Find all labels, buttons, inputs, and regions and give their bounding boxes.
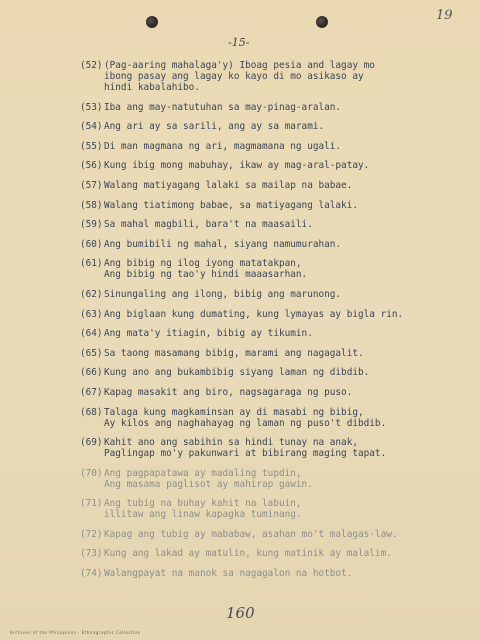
proverb-text [104,141,470,152]
proverb-text [104,468,470,490]
proverb-line: (Pag-aaring mahalaga'y) Iboag pesia and lagay mo [104,60,375,71]
proverb-entry [80,548,470,559]
proverb-number: (69) [80,437,103,449]
proverb-text [104,160,470,171]
proverb-number: (63) [80,308,103,320]
proverb-line: Walang tiatimong babae, sa matiyagang lalaki. [104,199,358,211]
proverb-entry [80,200,470,211]
proverb-number: (58) [80,199,103,211]
proverb-line: Di man magmana ng ari, magmamana ng ugali. [104,140,342,152]
proverb-entry [80,60,470,93]
proverb-line: Kahit ano ang sabihin sa hindi tunay na anak, [104,437,358,449]
proverb-line: Ang bibig ng ilog iyong matatakpan, [104,258,302,270]
proverb-number: (73) [80,548,103,560]
proverb-entry [80,239,470,250]
proverb-text [104,102,470,113]
proverb-text [104,258,470,280]
page-header: -15- [228,36,250,49]
proverb-number: (68) [80,406,103,418]
proverb-line: illitaw ang linaw kapagka tuminang. [104,509,302,521]
proverb-list [80,60,470,588]
proverb-entry [80,121,470,132]
punch-hole [146,16,158,28]
proverb-line: Ang tubig na buhay kahit na labuin, [104,498,302,510]
proverb-line: Sa taong masamang bibig, marami ang nagagalit. [104,347,364,359]
proverb-text [104,568,470,579]
proverb-line: Ang masama paglisot ay mahirap gawin. [104,478,313,490]
proverb-line: Sa mahal magbili, bara't na maasaili. [104,219,313,231]
proverb-number: (70) [80,467,103,479]
proverb-text [104,548,470,559]
proverb-text [104,60,470,93]
proverb-number: (61) [80,258,103,270]
proverb-number: (66) [80,367,103,379]
proverb-entry [80,468,470,490]
proverb-line: Walang matiyagang lalaki sa mailap na babae. [104,179,353,191]
proverb-number: (62) [80,288,103,300]
proverb-text [104,348,470,359]
proverb-text [104,200,470,211]
proverb-number: (57) [80,179,103,191]
corner-page-number: 19 [436,8,453,23]
archive-mark: Archives of the Philippines · Ethnographic Collection [10,630,141,635]
proverb-number: (59) [80,219,103,231]
proverb-text [104,180,470,191]
proverb-entry [80,367,470,378]
proverb-number: (55) [80,140,103,152]
proverb-line: Kung ano ang bukambibig siyang laman ng dibdib. [104,367,370,379]
proverb-number: (60) [80,238,103,250]
proverb-text [104,121,470,132]
proverb-text [104,437,470,459]
proverb-line: Talaga kung magkaminsan ay di masabi ng bibig, [104,406,364,418]
proverb-number: (54) [80,121,103,133]
proverb-text [104,309,470,320]
proverb-line: hindi kabalahibo. [104,82,200,93]
proverb-number: (52) [80,60,103,71]
proverb-line: Kapag ang tubig ay mababaw, asahan mo't malagas-law. [104,528,398,540]
proverb-line: Ay kilos ang naghahayag ng laman ng puso't dibdib. [104,417,387,429]
proverb-line: Sinungaling ang ilong, bibig ang marunong. [104,288,342,300]
footer-number: 160 [226,604,255,622]
proverb-text [104,367,470,378]
proverb-text [104,498,470,520]
proverb-entry [80,387,470,398]
proverb-text [104,219,470,230]
proverb-line: Paglingap mo'y pakunwari at bibirang maging tapat. [104,448,387,460]
proverb-entry [80,309,470,320]
proverb-line: Kung ibig mong mabuhay, ikaw ay mag-aral-patay. [104,160,370,172]
proverb-entry [80,498,470,520]
proverb-entry [80,437,470,459]
proverb-entry [80,219,470,230]
proverb-text [104,387,470,398]
proverb-text [104,407,470,429]
proverb-entry [80,102,470,113]
proverb-line: Ang bumibili ng mahal, siyang namumurahan. [104,238,342,250]
proverb-entry [80,407,470,429]
proverb-text [104,289,470,300]
proverb-line: Iba ang may-natutuhan sa may-pinag-aralan. [104,101,342,113]
proverb-line: Ang pagpapatawa ay madaling tupdin, [104,467,302,479]
proverb-entry [80,348,470,359]
proverb-entry [80,568,470,579]
proverb-line: Ang ari ay sa sarili, ang ay sa marami. [104,121,325,133]
proverb-number: (67) [80,386,103,398]
proverb-line: Ang bibig ng tao'y hindi maaasarhan. [104,269,308,281]
proverb-line: Kung ang lakad ay matulin, kung matinik ay malalim. [104,548,392,560]
proverb-entry [80,328,470,339]
proverb-line: Ang mata'y itiagin, bibig ay tikumin. [104,328,313,340]
proverb-text [104,328,470,339]
proverb-line: Ang biglaan kung dumating, kung lymayas ay bigla rin. [104,308,404,320]
proverb-number: (53) [80,101,103,113]
proverb-entry [80,258,470,280]
proverb-line: ibong pasay ang lagay ko kayo di mo asikaso ay [104,71,364,82]
proverb-number: (72) [80,528,103,540]
punch-hole [316,16,328,28]
proverb-number: (64) [80,328,103,340]
proverb-text [104,239,470,250]
proverb-number: (74) [80,568,103,580]
proverb-number: (65) [80,347,103,359]
proverb-line: Kapag masakit ang biro, nagsagaraga ng puso. [104,386,353,398]
proverb-entry [80,529,470,540]
proverb-entry [80,289,470,300]
proverb-text [104,529,470,540]
proverb-entry [80,141,470,152]
proverb-number: (71) [80,498,103,510]
proverb-number: (56) [80,160,103,172]
proverb-line: Walangpayat na manok sa nagagalon na hotbot. [104,568,353,580]
proverb-entry [80,160,470,171]
proverb-entry [80,180,470,191]
